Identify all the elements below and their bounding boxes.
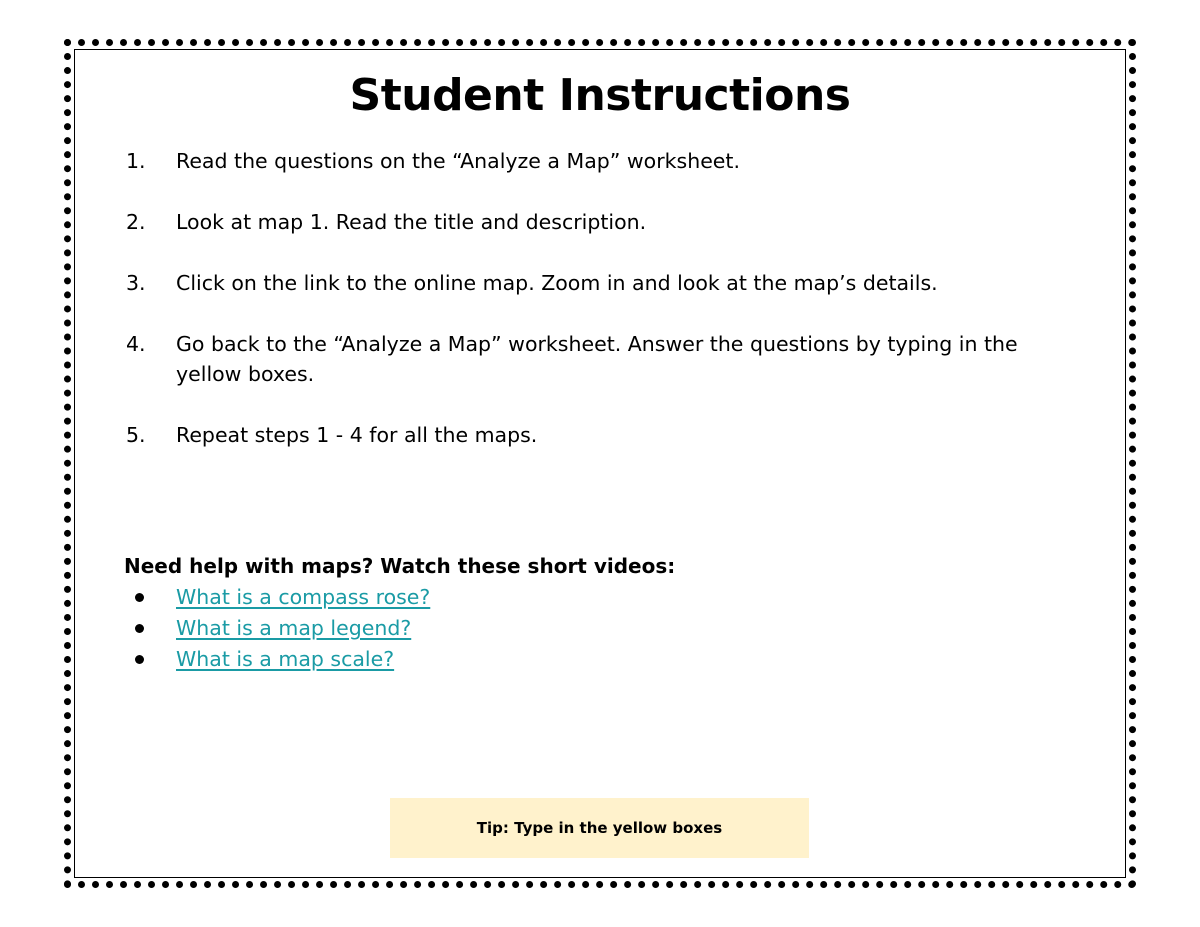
tip-box bbox=[390, 798, 809, 858]
step-text: Look at map 1. Read the title and description. bbox=[176, 210, 647, 234]
map-scale-video-link[interactable]: What is a map scale? bbox=[176, 647, 395, 671]
step-item bbox=[126, 146, 1046, 176]
compass-rose-video-link[interactable]: What is a compass rose? bbox=[176, 585, 431, 609]
step-number: 2. bbox=[126, 210, 146, 234]
step-number: 5. bbox=[126, 423, 146, 447]
video-link-item bbox=[131, 644, 430, 675]
step-item bbox=[126, 207, 1046, 237]
step-item bbox=[126, 329, 1046, 389]
step-text: Repeat steps 1 - 4 for all the maps. bbox=[176, 423, 538, 447]
step-number: 1. bbox=[126, 149, 146, 173]
tip-text: Tip: Type in the yellow boxes bbox=[476, 819, 723, 837]
step-item bbox=[126, 268, 1046, 298]
help-heading: Need help with maps? Watch these short videos: bbox=[124, 554, 676, 578]
bullet-icon bbox=[135, 655, 144, 664]
bullet-icon bbox=[135, 593, 144, 602]
video-link-item bbox=[131, 582, 430, 613]
step-text: Read the questions on the “Analyze a Map” worksheet. bbox=[176, 149, 740, 173]
video-links-list bbox=[131, 582, 430, 675]
step-number: 3. bbox=[126, 271, 146, 295]
page-title: Student Instructions bbox=[349, 70, 851, 121]
bullet-icon bbox=[135, 624, 144, 633]
step-text: Go back to the “Analyze a Map” worksheet. Answer the questions by typing in the yellow boxes. bbox=[176, 332, 1018, 386]
instruction-steps bbox=[126, 146, 1046, 481]
step-text: Click on the link to the online map. Zoom in and look at the map’s details. bbox=[176, 271, 938, 295]
instructions-card bbox=[64, 39, 1136, 888]
map-legend-video-link[interactable]: What is a map legend? bbox=[176, 616, 412, 640]
step-number: 4. bbox=[126, 332, 146, 356]
step-item bbox=[126, 420, 1046, 450]
video-link-item bbox=[131, 613, 430, 644]
